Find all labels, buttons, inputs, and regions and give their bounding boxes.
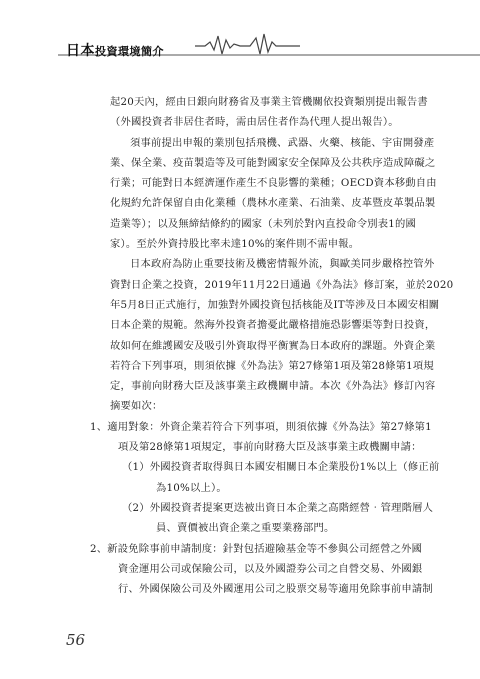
text-line: （外國投資者非居住者時，需由居住者作為代理人提出報告）。: [110, 116, 399, 129]
text-line: 若符合下列事項，則須依據《外為法》第27條第1項及第28條第1項規: [110, 359, 434, 372]
text-line: 行業；可能對日本經濟運作產生不良影響的業種；OECD資本移動自由: [110, 177, 437, 190]
text-line: 業、保全業、疫苗製造等及可能對國家安全保障及公共秩序造成障礙之: [110, 156, 436, 169]
text-line: 家）。至於外資持股比率未達10%的案件則不需申報。: [110, 238, 360, 251]
text-line: 1、適用對象：外資企業若符合下列事項，則須依據《外為法》第27條第1: [90, 420, 432, 433]
text-line: 項及第28條第1項規定，事前向財務大臣及該事業主政機關申請：: [118, 441, 422, 454]
text-line: 化規約允許保留自由化業種（農林水產業、石油業、皮革暨皮革製品製: [110, 197, 436, 210]
text-line: 造業等）；以及無締結條約的國家（未列於對內直投命令別表1的國: [110, 217, 417, 230]
text-line: 資對日企業之投資，2019年11月22日通過《外為法》修訂案，並於2020: [110, 278, 454, 291]
text-line: 起20天內，經由日銀向財務省及事業主管機關依投資類別提出報告書: [110, 96, 428, 108]
text-line: 行、外國保險公司及外國運用公司之股票交易等適用免除事前申請制: [118, 583, 433, 596]
header-title-sub: 投資環境簡介: [95, 45, 164, 58]
text-line: 日本企業的規範。然海外投資者擔憂此嚴格措施恐影響渠等對日投資，: [110, 319, 436, 332]
text-line: 須事前提出申報的業別包括飛機、武器、火藥、核能、宇宙開發產: [130, 136, 435, 149]
text-line: 故如何在維護國安及吸引外資取得平衡實為日本政府的課題。外資企業: [110, 339, 436, 352]
text-line: 定，事前向財務大臣及該事業主政機關申請。本次《外為法》修訂內容: [110, 380, 436, 393]
text-line: 員、賣價被出資企業之重要業務部門。: [156, 522, 335, 535]
text-line: （2）外國投資者提案更迭被出資日本企業之高階經營‧管理階層人: [122, 501, 434, 514]
page-number: 56: [66, 631, 86, 649]
text-line: 2、新設免除事前申請制度：針對包括避險基金等不參與公司經營之外國: [90, 542, 423, 555]
text-line: 資金運用公司或保險公司，以及外國證券公司之自營交易、外國銀: [118, 562, 423, 575]
text-line: （1）外國投資者取得與日本國安相關日本企業股份1%以上（修正前: [122, 461, 440, 474]
header-title: [66, 40, 164, 60]
page-header: [0, 0, 480, 60]
text-line: 摘要如次：: [110, 400, 163, 413]
text-line: 年5月8日正式施行，加強對外國投資包括核能及IT等涉及日本國安相關: [110, 298, 440, 311]
text-line: 日本政府為防止重要技術及機密情報外流，與歐美同步嚴格控管外: [130, 258, 435, 271]
header-title-main: 日本: [66, 43, 95, 59]
document-body: [90, 92, 454, 599]
text-line: 為10%以上）。: [156, 481, 227, 494]
